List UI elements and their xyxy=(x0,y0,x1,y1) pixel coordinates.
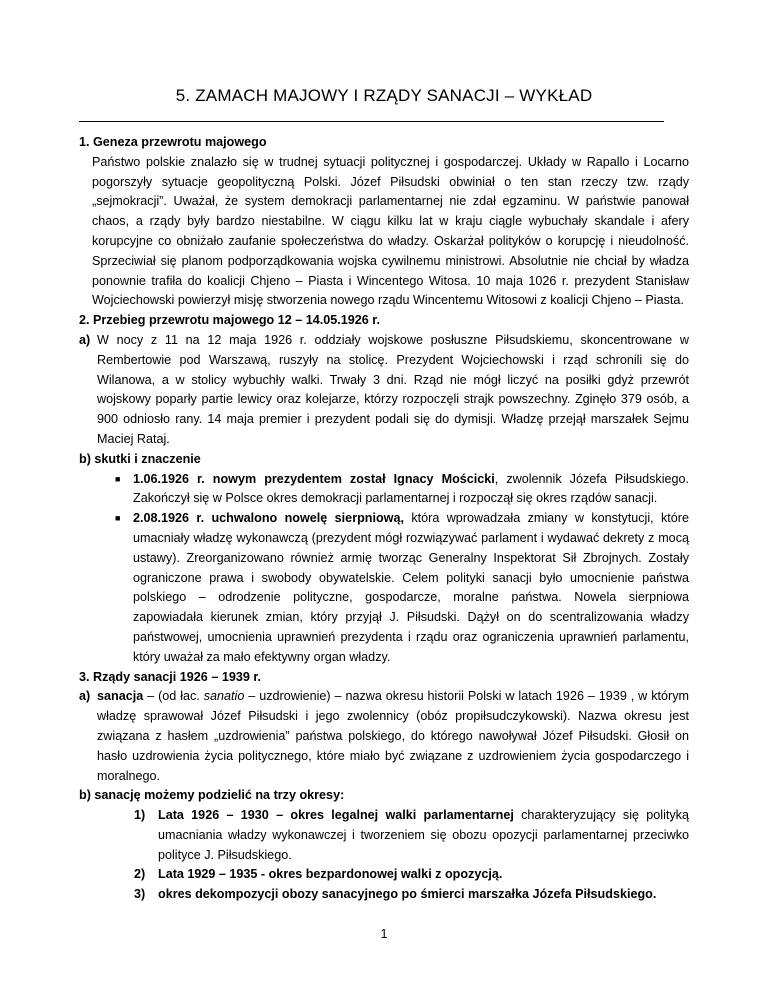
bullet-square-icon: ■ xyxy=(115,473,121,484)
document-title: 5. ZAMACH MAJOWY I RZĄDY SANACJI – WYKŁAD xyxy=(175,86,593,105)
section-2a xyxy=(79,331,689,450)
item-plain-text: charakteryzujący się polityką umacniania władzy wykonawczej i tworzeniem się obozu opozycji parlamentarnej przeciwko polityce J. Piłsudskiego. xyxy=(158,808,689,862)
section-3a-label: a) xyxy=(79,689,91,704)
section-3-heading: 3. Rządy sanacji 1926 – 1939 r. xyxy=(79,669,262,684)
term-sanacja: sanacja xyxy=(97,689,144,704)
numbered-item xyxy=(79,885,689,905)
section-3a-text xyxy=(97,687,689,786)
section-2b-heading: b) skutki i znaczenie xyxy=(79,451,201,466)
numbered-item xyxy=(79,806,689,865)
item-bold-text: Lata 1926 – 1930 – okres legalnej walki parlamentarnej xyxy=(158,808,514,823)
bullet-item xyxy=(79,509,689,667)
bullet-item xyxy=(79,470,689,510)
document-body xyxy=(79,133,689,905)
page-number: 1 xyxy=(380,927,388,941)
title-underline xyxy=(79,121,664,122)
bullet-text xyxy=(129,509,689,667)
section-1-text: Państwo polskie znalazło się w trudnej sytuacji politycznej i gospodarczej. Układy w Rapallo i Locarno pogorszyły sytuacje geopolityczną Polski. Józef Piłsudski obwiniał o ten stan rzeczy tzw. rządy „sejmokracji”. Uważał, że system demokracji parlamentarnej nie zdał egzaminu. W państwie panował chaos, a rządy były bardzo niestabilne. W ciągu kilku lat w kraju ciągle wybuchały skandale i afery korupcyjne co obniżało zaufanie społeczeństwa do władzy. Oskarżał polityków o korupcję i nieudolność. Sprzeciwiał się planom podporządkowania wojska cywilnemu ministrowi. Absolutnie nie chciał by władza ponownie trafiła do koalicji Chjeno – Piasta i Wincentego Witosa. 10 maja 1026 r. prezydent Stanisław Wojciechowski powierzył misję stworzenia nowego rządu Wincentemu Witosowi z koalicji Chjeno – Piasta. xyxy=(92,154,689,308)
definition-text: – (od łac. xyxy=(143,689,204,704)
bullet-square-icon: ■ xyxy=(115,513,121,524)
bullet-plain-text: , zwolennik Józefa Piłsudskiego. Zakończył się w Polsce okres demokracji parlamentarnej i rozpoczął się okres rządów sanacji. xyxy=(133,471,690,506)
section-2a-text: W nocy z 11 na 12 maja 1926 r. oddziały wojskowe posłuszne Piłsudskiemu, skoncentrowane w Rembertowie pod Warszawą, ruszyły na stolicę. Prezydent Wojciechowski i rząd schronili się do Wilanowa, a w stolicy wybuchły walki. Trwały 3 dni. Rząd nie mógł liczyć na posiłki gdyż przewrót wojskowy poparły partie lewicy oraz kolejarze, którzy rozpoczęli strajk powszechny. Zginęło 379 osób, a 900 odniosło rany. 14 maja premier i prezydent podali się do dymisji. Władzę przejął marszałek Sejmu Maciej Rataj. xyxy=(97,332,689,446)
section-2-heading: 2. Przebieg przewrotu majowego 12 – 14.05.1926 r. xyxy=(79,313,380,328)
numbered-item xyxy=(79,865,689,885)
item-bold-text: Lata 1929 – 1935 - okres bezpardonowej walki z opozycją. xyxy=(158,867,503,882)
latin-term: sanatio xyxy=(203,689,245,704)
item-number: 2) xyxy=(134,867,146,882)
section-3b-heading: b) sanację możemy podzielić na trzy okresy: xyxy=(79,788,345,803)
bullet-plain-text: która wprowadzała zmiany w konstytucji, które umacniały władzę wykonawczą (prezydent mógł rozwiązywać parlament i wydawać dekrety z mocą ustawy). Zreorganizowano również armię tworząc Generalny Inspektorat Sił Zbrojnych. Zostały ograniczone prawa i swobody obywatelskie. Celem polityki sanacji było umocnienie państwa polskiego – odrodzenie polityczne, gospodarcze, moralne państwa. Nowela sierpniowa zapowiadała kierunek zmian, który przyjął J. Piłsudski. Dążył on do scentralizowania władzy państwowej, umocnienia uprawnień prezydenta i rządu oraz ograniczenia uprawnień parlamentu, który uważał za mało efektywny organ władzy. xyxy=(133,511,689,664)
item-bold-text: okres dekompozycji obozy sanacyjnego po śmierci marszałka Józefa Piłsudskiego. xyxy=(158,887,657,902)
bullet-bold-text: 2.08.1926 r. uchwalono nowelę sierpniową, xyxy=(133,511,404,526)
item-text xyxy=(158,806,689,865)
item-number: 3) xyxy=(134,887,146,902)
section-2a-label: a) xyxy=(79,332,91,347)
section-1-heading: 1. Geneza przewrotu majowego xyxy=(79,135,267,149)
bullet-bold-text: 1.06.1926 r. nowym prezydentem został Ignacy Mościcki xyxy=(133,471,495,486)
section-3a xyxy=(79,687,689,786)
bullet-text xyxy=(129,470,689,510)
definition-text: – uzdrowienie) – nazwa okresu historii Polski w latach 1926 – 1939 , w którym władzę sprawował Józef Piłsudski i jego zwolennicy (obóz propiłsudczykowski). Nazwa okresu jest związana z hasłem „uzdrowienia” państwa polskiego, do którego nawoływał Józef Piłsudski. Głosił on hasło uzdrowienia życia politycznego, które miało być związane z uzdrowieniem życia gospodarczego i moralnego. xyxy=(97,689,689,783)
item-number: 1) xyxy=(134,808,146,823)
